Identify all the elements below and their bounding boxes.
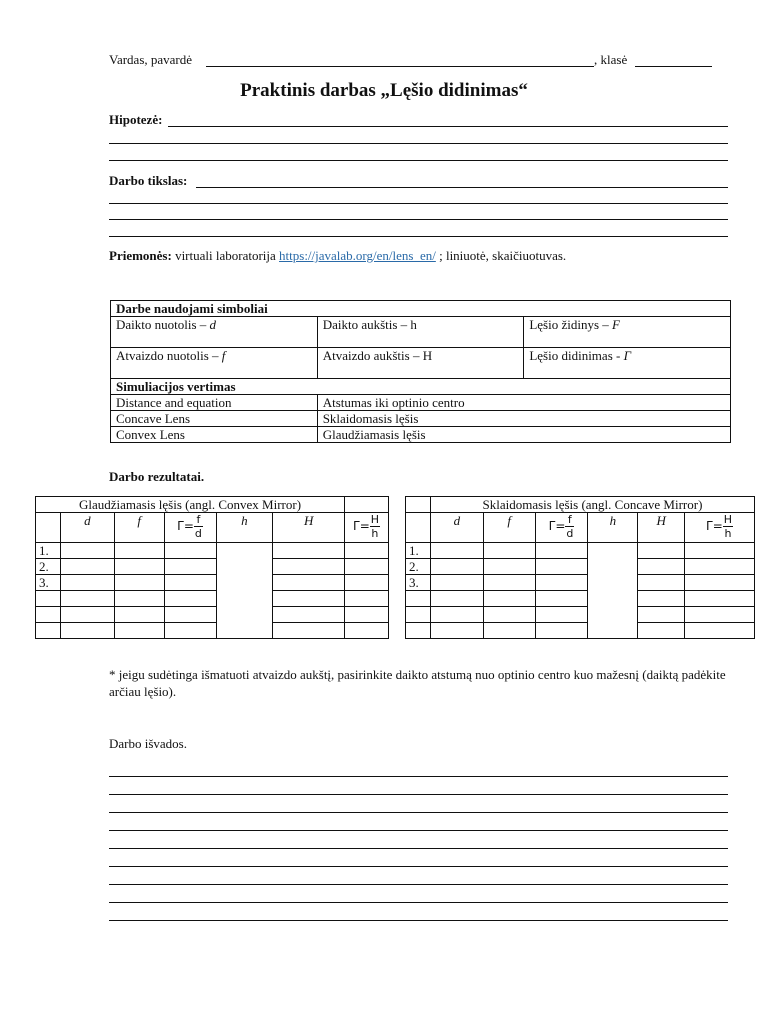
col-H: H <box>273 513 345 543</box>
results-table-concave <box>405 496 755 639</box>
hypothesis-line[interactable] <box>109 143 728 144</box>
symbol-cell: Lęšio židinys – F <box>524 317 731 348</box>
translation-lt: Glaudžiamasis lęšis <box>317 427 730 443</box>
name-label: Vardas, pavardė <box>109 52 193 67</box>
col-d: d <box>430 513 483 543</box>
tools-text: virtuali laboratorija <box>171 248 280 263</box>
table-row: 2. <box>36 559 389 575</box>
class-input-line[interactable] <box>635 66 712 67</box>
results-table-convex <box>35 496 389 639</box>
table-row <box>406 591 755 607</box>
translation-en: Convex Lens <box>111 427 318 443</box>
goal-line[interactable] <box>109 219 728 220</box>
col-gamma-fd: Γ= $\frac{f}{d}$ <box>164 513 216 543</box>
col-f: f <box>114 513 164 543</box>
conclusion-line[interactable] <box>109 866 728 867</box>
table-row <box>406 607 755 623</box>
symbol-cell: Atvaizdo nuotolis – f <box>111 348 318 379</box>
col-h: h <box>216 513 273 543</box>
conclusion-line[interactable] <box>109 794 728 795</box>
conclusion-line[interactable] <box>109 902 728 903</box>
col-H: H <box>638 513 685 543</box>
table-title: Glaudžiamasis lęšis (angl. Convex Mirror) <box>36 497 345 513</box>
col-gamma-fd: Γ= $\frac{f}{d}$ <box>535 513 588 543</box>
lab-link[interactable]: https://javalab.org/en/lens_en/ <box>279 248 436 263</box>
class-label: , klasė <box>594 52 628 67</box>
hypothesis-label: Hipotezė: <box>109 112 163 127</box>
table-row <box>36 623 389 639</box>
symbol-cell: Atvaizdo aukštis – H <box>317 348 524 379</box>
conclusion-line[interactable] <box>109 830 728 831</box>
symbols-table <box>110 300 731 443</box>
table-row: 2. <box>406 559 755 575</box>
table-row: 3. <box>406 575 755 591</box>
col-h: h <box>588 513 638 543</box>
table-row: 3. <box>36 575 389 591</box>
col-gamma-Hh: Γ= $\frac{H}{h}$ <box>685 513 755 543</box>
hypothesis-line[interactable] <box>168 126 728 127</box>
symbol-cell: Lęšio didinimas - Γ <box>524 348 731 379</box>
h-merged-cell[interactable] <box>588 543 638 639</box>
col-d: d <box>60 513 114 543</box>
tools-text-end: ; liniuotė, skaičiuotuvas. <box>435 248 567 263</box>
goal-line[interactable] <box>109 236 728 237</box>
symbol-cell: Daikto aukštis – h <box>317 317 524 348</box>
symbols-heading: Darbe naudojami simboliai <box>111 301 731 317</box>
results-label: Darbo rezultatai. <box>109 469 205 484</box>
tools-label: Priemonės: <box>109 248 172 263</box>
conclusion-line[interactable] <box>109 884 728 885</box>
table-row <box>406 623 755 639</box>
table-title: Sklaidomasis lęšis (angl. Concave Mirror) <box>430 497 754 513</box>
col-gamma-Hh: Γ= $\frac{H}{h}$ <box>345 513 389 543</box>
translation-lt: Atstumas iki optinio centro <box>317 395 730 411</box>
conclusions-label: Darbo išvados. <box>109 736 187 751</box>
name-input-line[interactable] <box>206 66 594 67</box>
conclusion-line[interactable] <box>109 848 728 849</box>
translation-en: Concave Lens <box>111 411 318 427</box>
goal-line[interactable] <box>196 187 728 188</box>
goal-label: Darbo tikslas: <box>109 173 188 188</box>
page-title: Praktinis darbas „Lęšio didinimas“ <box>240 80 528 101</box>
table-row: 1. <box>406 543 755 559</box>
col-f: f <box>483 513 535 543</box>
goal-line[interactable] <box>109 203 728 204</box>
table-row: 1. <box>36 543 389 559</box>
symbol-cell: Daikto nuotolis – d <box>111 317 318 348</box>
table-row <box>36 591 389 607</box>
h-merged-cell[interactable] <box>216 543 273 639</box>
table-row <box>36 607 389 623</box>
conclusion-line[interactable] <box>109 776 728 777</box>
translation-en: Distance and equation <box>111 395 318 411</box>
tools-line <box>109 248 566 264</box>
hypothesis-line[interactable] <box>109 160 728 161</box>
translation-heading: Simuliacijos vertimas <box>111 379 731 395</box>
translation-lt: Sklaidomasis lęšis <box>317 411 730 427</box>
conclusion-line[interactable] <box>109 812 728 813</box>
note-text: * jeigu sudėtinga išmatuoti atvaizdo aukštį, pasirinkite daikto atstumą nuo optinio centro kuo mažesnį (daiktą padėkite arčiau lęšio). <box>109 667 726 699</box>
conclusion-line[interactable] <box>109 920 728 921</box>
